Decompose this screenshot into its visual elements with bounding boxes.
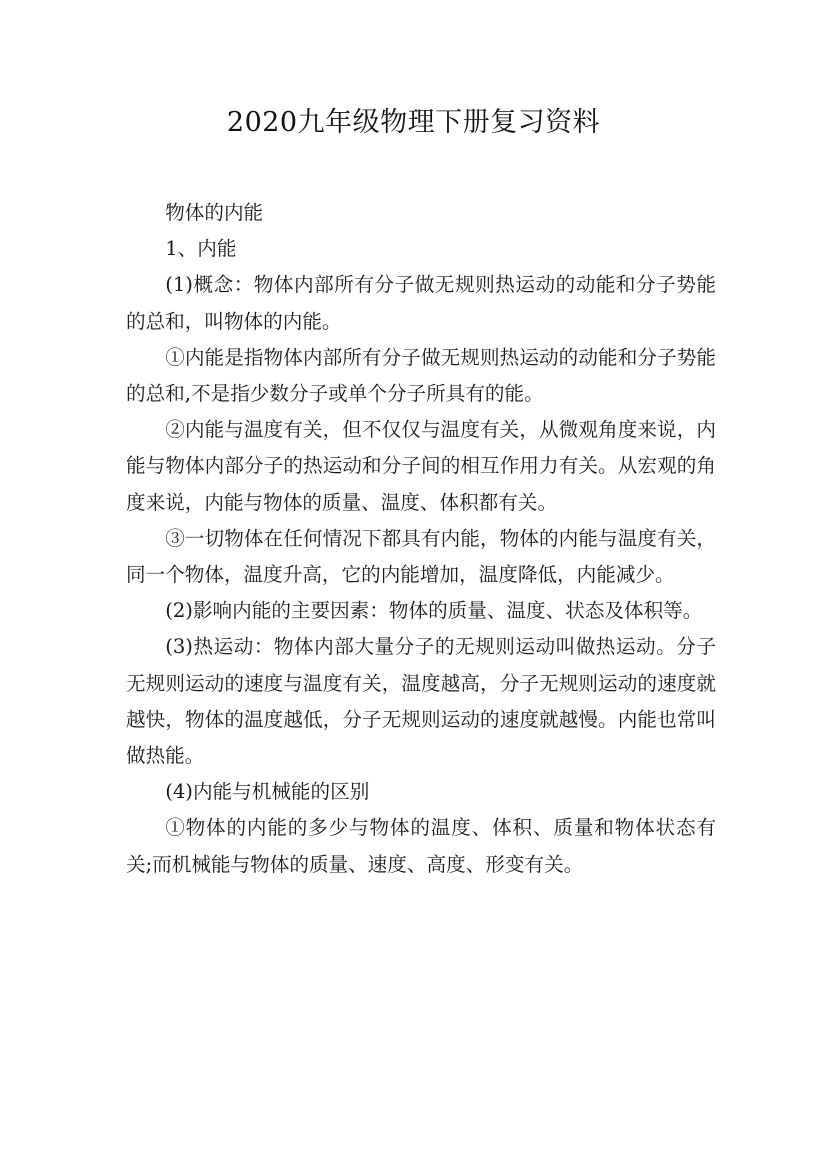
- paragraph: (3)热运动：物体内部大量分子的无规则运动叫做热运动。分子无规则运动的速度与温度有关，温度越高，分子无规则运动的速度就越快，物体的温度越低，分子无规则运动的速度就越慢。内能也常叫做热能。: [126, 635, 716, 768]
- section-heading: 物体的内能: [165, 201, 264, 224]
- subsection-heading: 1、内能: [165, 237, 237, 261]
- paragraph: (4)内能与机械能的区别: [165, 780, 370, 804]
- paragraph: ③一切物体在任何情况下都具有内能，物体的内能与温度有关，同一个物体，温度升高，它的内能增加，温度降低，内能减少。: [126, 526, 716, 587]
- paragraph: ①物体的内能的多少与物体的温度、体积、质量和物体状态有关;而机械能与物体的质量、速度、高度、形变有关。: [126, 816, 716, 876]
- paragraph: ②内能与温度有关，但不仅仅与温度有关，从微观角度来说，内能与物体内部分子的热运动和分子间的相互作用力有关。从宏观的角度来说，内能与物体的质量、温度、体积都有关。: [126, 418, 716, 514]
- paragraph: ①内能是指物体内部所有分子做无规则热运动的动能和分子势能的总和,不是指少数分子或单个分子所具有的能。: [126, 345, 716, 406]
- document-body: [126, 195, 716, 883]
- paragraph: (1)概念：物体内部所有分子做无规则热运动的动能和分子势能的总和，叫物体的内能。: [126, 273, 716, 333]
- paragraph: (2)影响内能的主要因素：物体的质量、温度、状态及体积等。: [165, 599, 703, 623]
- document-title: 2020九年级物理下册复习资料: [226, 107, 601, 138]
